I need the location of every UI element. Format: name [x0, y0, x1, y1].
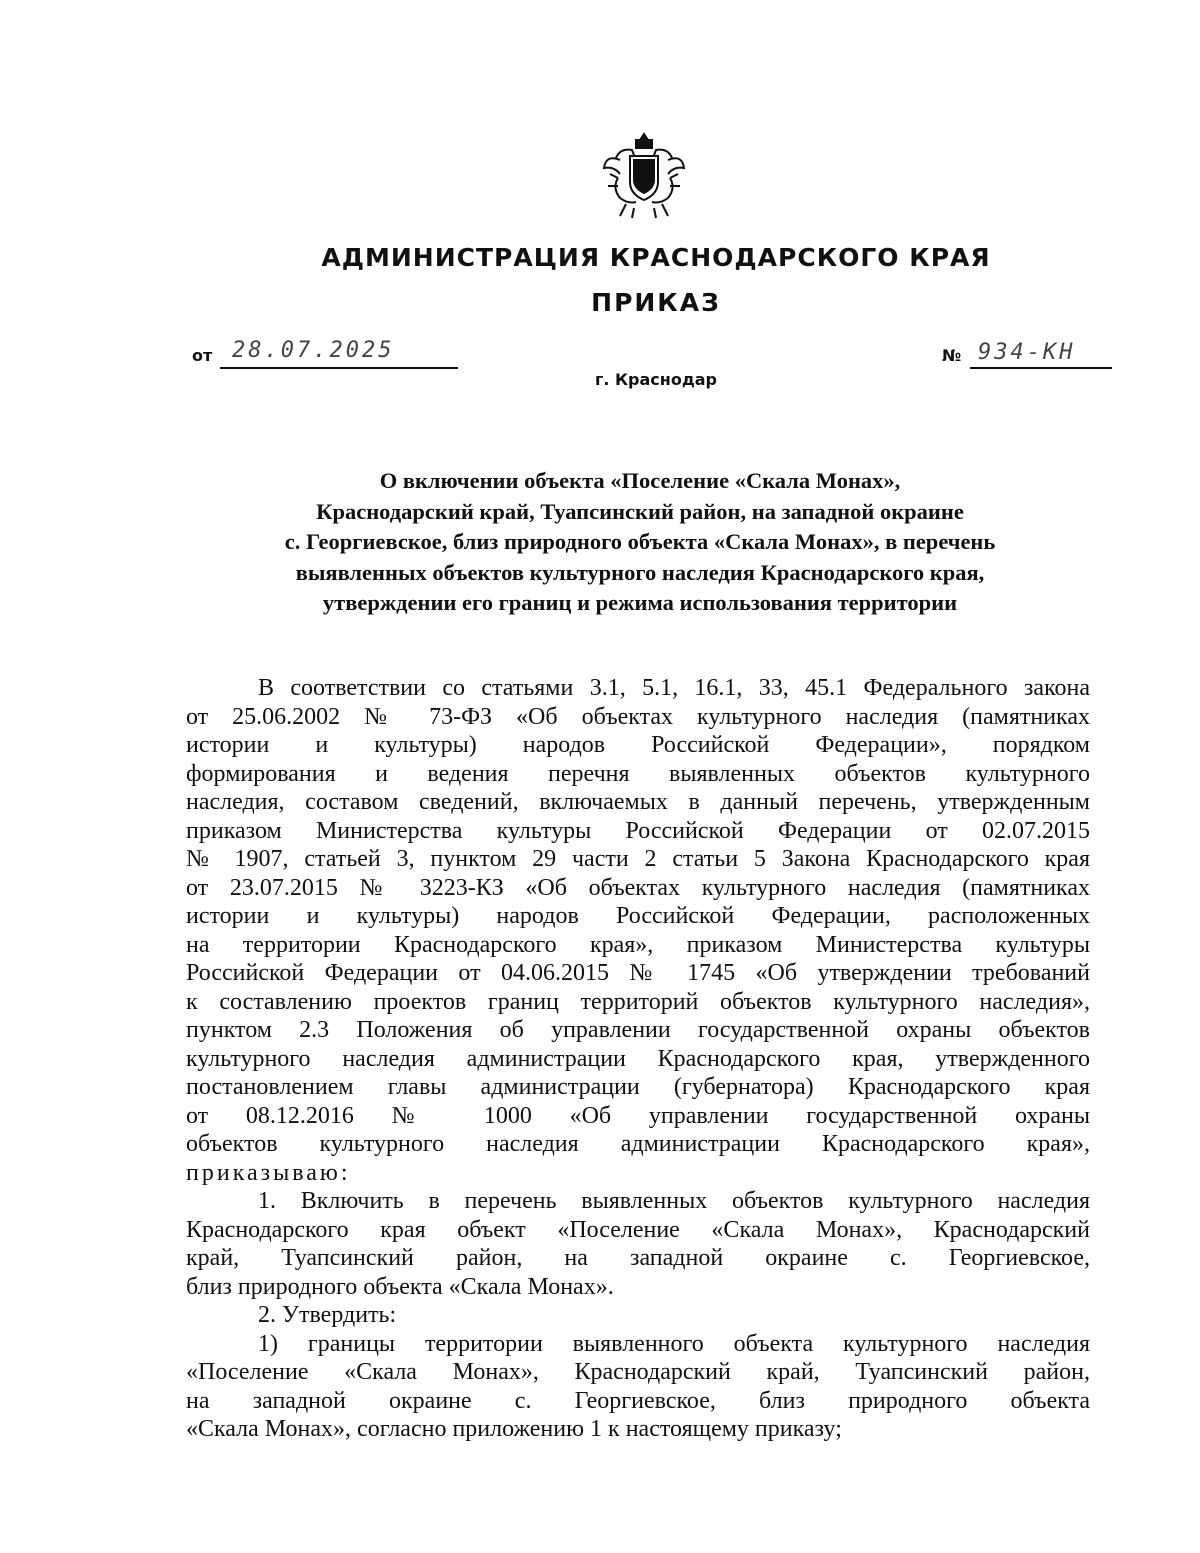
document-body — [186, 674, 1090, 1444]
body-line: Краснодарского края объект «Поселение «Скала Монах», Краснодарский — [186, 1216, 1090, 1243]
body-line: 1) границы территории выявленного объекта культурного наследия — [258, 1330, 1090, 1357]
body-line: истории и культуры) народов Российской Федерации, расположенных — [186, 903, 1090, 929]
body-line: пунктом 2.3 Положения об управлении государственной охраны объектов — [186, 1017, 1090, 1043]
body-line: «Скала Монах», согласно приложению 1 к настоящему приказу; — [186, 1416, 842, 1442]
organization-name: АДМИНИСТРАЦИЯ КРАСНОДАРСКОГО КРАЯ — [321, 243, 991, 272]
body-line: от 25.06.2002 № 73-ФЗ «Об объектах культурного наследия (памятниках — [186, 703, 1090, 730]
handwritten-number: 934-КН — [978, 340, 1076, 365]
body-line: «Поселение «Скала Монах», Краснодарский край, Туапсинский район, — [186, 1359, 1090, 1385]
body-line: приказом Министерства культуры Российской Федерации от 02.07.2015 — [186, 817, 1090, 844]
body-line: культурного наследия администрации Краснодарского края, утвержденного — [186, 1045, 1090, 1072]
title-line: утверждении его границ и режима использования территории — [322, 590, 958, 615]
body-line: от 08.12.2016 № 1000 «Об управлении государственной охраны — [186, 1102, 1090, 1129]
body-line: № 1907, статьей 3, пунктом 29 части 2 статьи 5 Закона Краснодарского края — [186, 846, 1090, 872]
body-line: приказываю: — [186, 1159, 351, 1186]
body-line: на западной окраине с. Георгиевское, близ природного объекта — [186, 1387, 1090, 1414]
body-line: близ природного объекта «Скала Монах». — [186, 1273, 614, 1300]
body-line: объектов культурного наследия администрации Краснодарского края», — [186, 1131, 1090, 1157]
body-line: Российской Федерации от 04.06.2015 № 1745 «Об утверждении требований — [186, 960, 1090, 986]
number-underline — [970, 367, 1112, 369]
title-line: с. Георгиевское, близ природного объекта «Скала Монах», в перечень — [284, 529, 996, 554]
title-line: выявленных объектов культурного наследия Краснодарского края, — [295, 559, 985, 585]
title-line: Краснодарский край, Туапсинский район, на западной окраине — [316, 498, 964, 524]
date-underline — [220, 367, 458, 369]
body-line: наследия, составом сведений, включаемых в данный перечень, утвержденным — [186, 789, 1090, 815]
document-type: ПРИКАЗ — [591, 288, 721, 317]
body-line: В соответствии со статьями 3.1, 5.1, 16.1, 33, 45.1 Федерального закона — [258, 675, 1090, 701]
body-line: к составлению проектов границ территорий объектов культурного наследия», — [186, 988, 1090, 1015]
body-line: 1. Включить в перечень выявленных объектов культурного наследия — [258, 1188, 1090, 1214]
body-line: истории и культуры) народов Российской Федерации», порядком — [186, 732, 1090, 758]
document-title — [180, 466, 1100, 619]
coat-of-arms-emblem — [598, 130, 690, 222]
body-line: формирования и ведения перечня выявленных объектов культурного — [186, 760, 1090, 787]
date-prefix: от — [192, 346, 213, 365]
city-name: г. Краснодар — [594, 370, 718, 389]
number-prefix: № — [942, 346, 962, 365]
body-line: постановлением главы администрации (губернатора) Краснодарского края — [186, 1074, 1090, 1100]
handwritten-date: 28.07.2025 — [232, 338, 395, 363]
body-line: край, Туапсинский район, на западной окраине с. Георгиевское, — [186, 1245, 1090, 1271]
body-line: на территории Краснодарского края», приказом Министерства культуры — [186, 931, 1090, 958]
body-line: 2. Утвердить: — [258, 1302, 397, 1328]
title-line: О включении объекта «Поселение «Скала Монах», — [379, 468, 901, 493]
body-line: от 23.07.2015 № 3223-КЗ «Об объектах культурного наследия (памятниках — [186, 874, 1090, 901]
